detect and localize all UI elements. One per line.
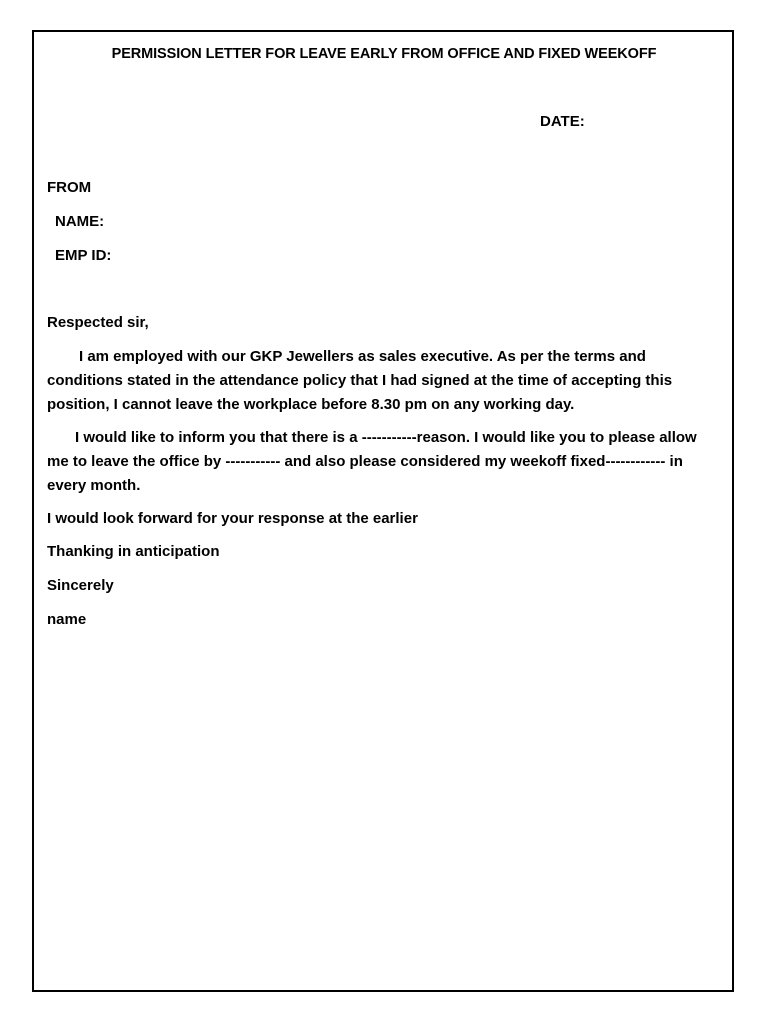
emp-id-label: EMP ID: [55, 247, 112, 264]
salutation: Respected sir, [47, 314, 149, 331]
closing-line-thanks: Thanking in anticipation [47, 543, 220, 560]
body-paragraph-1: I am employed with our GKP Jewellers as sales executive. As per the terms and conditions stated in the attendance policy that I had signed at the time of accepting this position, I cannot leave the workplace before 8.30 pm on any working day. [47, 348, 673, 413]
sign-off: Sincerely [47, 577, 114, 594]
closing-line-response: I would look forward for your response at the earlier [47, 510, 418, 527]
date-label: DATE: [540, 113, 585, 130]
letter-title: PERMISSION LETTER FOR LEAVE EARLY FROM OFFICE AND FIXED WEEKOFF [111, 46, 657, 62]
from-label: FROM [47, 179, 92, 196]
name-label: NAME: [55, 213, 105, 230]
signature-name: name [47, 611, 87, 628]
body-paragraph-2: I would like to inform you that there is a -----------reason. I would like you to please allow me to leave the office by ----------- and also please considered my weekoff fixed------------ in every month. [47, 429, 697, 494]
